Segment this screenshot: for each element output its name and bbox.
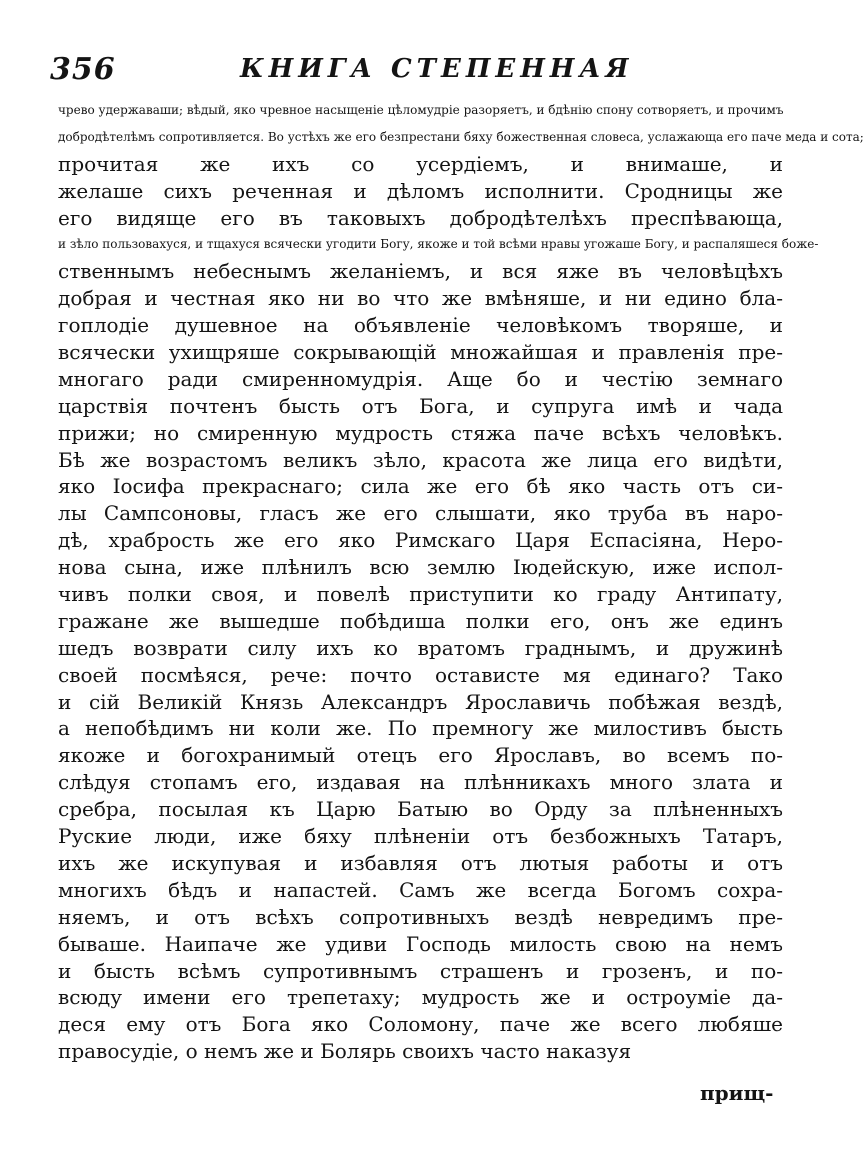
text-line: чивъ полки своя, и повелѣ приступити ко граду Антипату, — [58, 582, 783, 607]
text-line: добрая и честная яко ни во что же вмѣняше, и ни едино бла- — [58, 286, 783, 311]
text-line: добродѣтелѣмъ сопротивляется. Во устѣхъ же его безпрестани бяху божественная словеса, услажающа его паче меда и сота; — [58, 129, 864, 144]
text-line: всячески ухищряше сокрывающій множайшая и правленія пре- — [58, 340, 783, 365]
text-line: прижи; но смиренную мудрость стяжа паче всѣхъ человѣкъ. — [58, 420, 783, 445]
text-line: гражане же вышедше побѣдиша полки его, онъ же единъ — [58, 608, 783, 633]
page-header — [50, 52, 790, 92]
text-line: прочитая же ихъ со усердіемъ, и внимаше, и — [58, 151, 783, 176]
text-line: правосудіе, о немъ же и Болярь своихъ часто наказуя — [58, 1039, 632, 1064]
text-line: и зѣло пользовахуся, и тщахуся всячески угодити Богу, якоже и той всѣми нравы угожаше Богу, и распаляшеся боже- — [58, 237, 819, 252]
text-line: желаше сихъ реченная и дѣломъ исполнити. Сродницы же — [58, 178, 783, 203]
text-line: няемъ, и отъ всѣхъ сопротивныхъ вездѣ невредимъ пре- — [58, 904, 783, 929]
text-line: слѣдуя стопамъ его, издавая на плѣнникахъ много злата и — [58, 770, 783, 795]
text-line: чрево удержаваши; вѣдый, яко чревное насыщеніе цѣломудріе разоряетъ, и бдѣнію спону сотворяетъ, и прочимъ — [58, 103, 784, 117]
text-line: его видяще его въ таковыхъ добродѣтелѣхъ преспѣвающа, — [58, 205, 783, 230]
text-line: бываше. Наипаче же удиви Господь милость свою на немъ — [58, 931, 783, 956]
text-line: шедъ возврати силу ихъ ко вратомъ граднымъ, и дружинѣ — [58, 635, 783, 660]
text-line: и бысть всѣмъ супротивнымъ страшенъ и грозенъ, и по- — [58, 958, 783, 983]
text-line: Руские люди, иже бяху плѣненіи отъ безбожныхъ Татаръ, — [58, 824, 783, 849]
text-line: якоже и богохранимый отецъ его Ярославъ, во всемъ по- — [58, 743, 783, 768]
text-line: своей посмѣяся, рече: почто остависте мя единаго? Тако — [58, 662, 783, 687]
catchword: прищ- — [700, 1081, 774, 1105]
text-line: деся ему отъ Бога яко Соломону, паче же всего любяше — [58, 1012, 783, 1037]
text-line: ственнымъ небеснымъ желаніемъ, и вся яже въ человѣцѣхъ — [58, 259, 783, 284]
text-line: всюду имени его трепетаху; мудрость же и остроуміе да- — [58, 985, 783, 1010]
text-line: и сій Великій Князь Александръ Ярославичь побѣжая вездѣ, — [58, 689, 783, 714]
text-line: нова сына, иже плѣнилъ всю землю Іюдейскую, иже испол- — [58, 555, 783, 580]
text-line: многихъ бѣдъ и напастей. Самъ же всегда Богомъ сохра- — [58, 877, 783, 902]
text-line: многаго ради смиренномудрія. Аще бо и честію земнаго — [58, 366, 783, 391]
text-line: сребра, посылая къ Царю Батыю во Орду за плѣненныхъ — [58, 797, 783, 822]
running-head: КНИГА СТЕПЕННАЯ — [240, 54, 634, 84]
text-line: царствія почтенъ бысть отъ Бога, и супруга имѣ и чада — [58, 393, 783, 418]
text-line: Бѣ же возрастомъ великъ зѣло, красота же лица его видѣти, — [58, 447, 783, 472]
body-text — [58, 97, 864, 1065]
text-line: лы Сампсоновы, гласъ же его слышати, яко труба въ наро- — [58, 501, 783, 526]
text-line: гоплодіе душевное на объявленіе человѣкомъ творяше, и — [58, 313, 783, 338]
text-line: ихъ же искупувая и избавляя отъ лютыя работы и отъ — [58, 850, 783, 875]
page-number: 356 — [50, 52, 116, 87]
text-line: дѣ, храбрость же его яко Римскаго Царя Еспасіяна, Нерo- — [58, 528, 783, 553]
text-line: яко Іосифа прекраснаго; сила же его бѣ яко часть отъ си- — [58, 474, 783, 499]
text-line: а непобѣдимъ ни коли же. По премногу же милостивъ бысть — [58, 716, 783, 741]
